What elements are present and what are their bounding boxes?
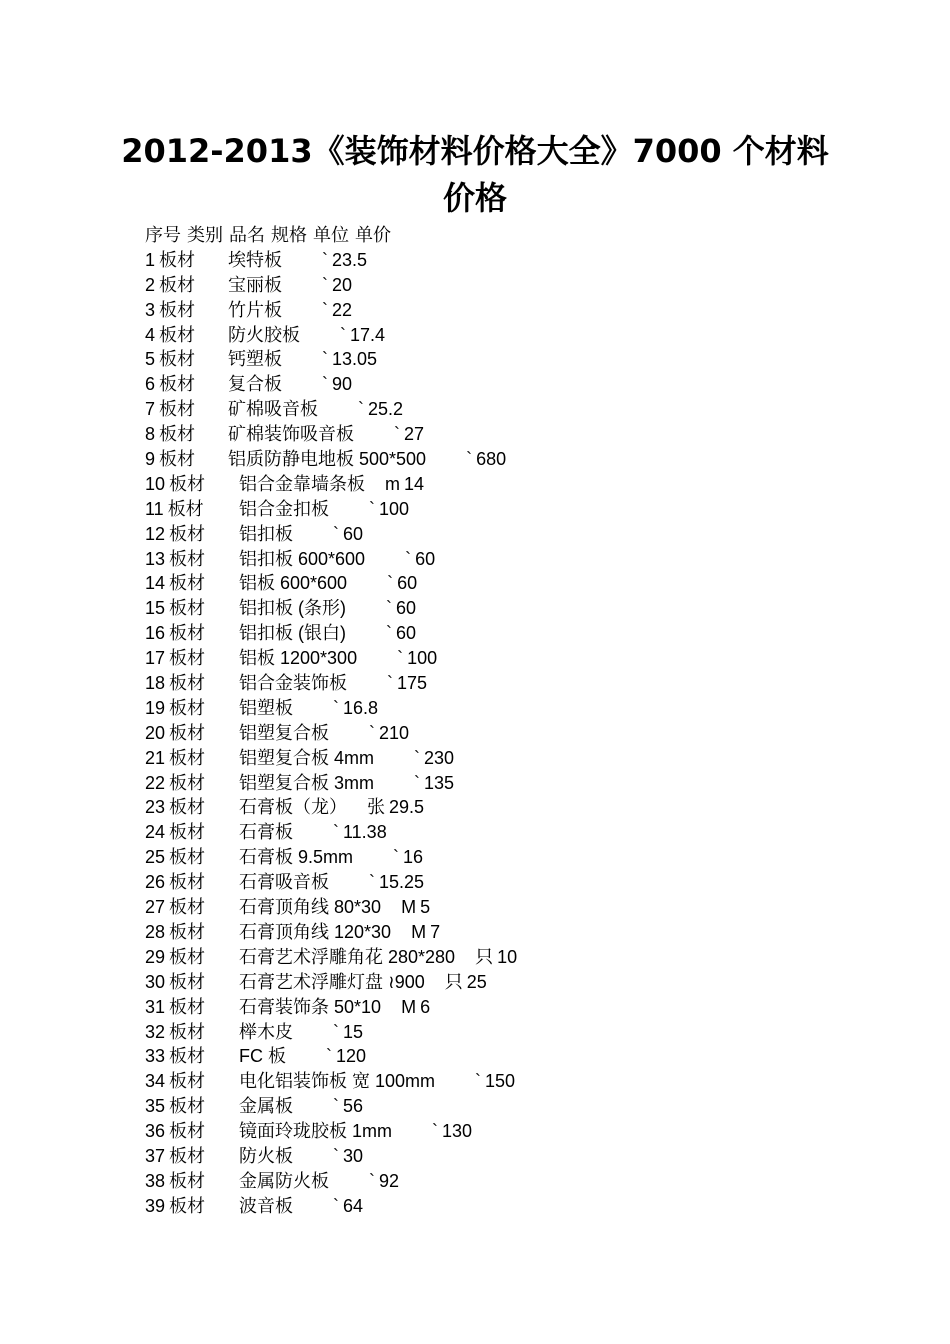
table-row — [145, 372, 905, 397]
row-category: 板材 — [169, 847, 206, 868]
row-item-name: 铝塑复合板 3mm — [239, 772, 374, 793]
row-unit: ` — [322, 274, 328, 295]
row-unit: ` — [322, 349, 328, 370]
row-item-name: 铝合金扣板 — [239, 498, 329, 519]
row-unit: ` — [326, 1046, 332, 1067]
row-price: 15 — [343, 1021, 364, 1042]
row-number: 26 — [145, 872, 166, 893]
row-price: 15.25 — [379, 872, 425, 893]
row-price: 30 — [343, 1145, 364, 1166]
row-category: 板材 — [169, 523, 206, 544]
row-item-name: 铝塑板 — [239, 697, 293, 718]
table-row — [145, 1194, 905, 1219]
row-item-name: 波音板 — [239, 1195, 293, 1216]
row-unit: ` — [394, 424, 400, 445]
table-row — [145, 1069, 905, 1094]
table-row — [145, 323, 905, 348]
row-unit: ` — [333, 822, 339, 843]
row-category: 板材 — [169, 872, 206, 893]
table-row — [145, 422, 905, 447]
row-price: 17.4 — [350, 324, 386, 345]
row-unit: 张 — [367, 797, 385, 818]
row-price: 23.5 — [332, 249, 368, 270]
table-row — [145, 970, 905, 995]
row-number: 10 — [145, 473, 166, 494]
table-row — [145, 571, 905, 596]
row-category: 板材 — [169, 897, 206, 918]
row-price: 150 — [485, 1071, 516, 1092]
row-item-name: FC 板 — [239, 1046, 286, 1067]
row-item-name: 铝板 600*600 — [239, 573, 348, 594]
row-number: 16 — [145, 623, 166, 644]
row-unit: M — [401, 996, 417, 1017]
row-item-name: 铝合金靠墙条板 — [239, 473, 365, 494]
row-item-name: 石膏艺术浮雕灯盘 ≀900 — [239, 971, 425, 992]
row-item-name: 铝质防静电地板 500*500 — [228, 449, 427, 470]
row-item-name: 铝扣板 600*600 — [239, 548, 366, 569]
row-category: 板材 — [169, 971, 206, 992]
row-price: 680 — [476, 449, 507, 470]
table-row — [145, 248, 905, 273]
row-item-name: 石膏板 — [239, 822, 293, 843]
row-item-name: 石膏顶角线 120*30 — [239, 921, 392, 942]
row-item-name: 竹片板 — [228, 299, 282, 320]
row-unit: ` — [369, 1170, 375, 1191]
row-unit: ` — [475, 1071, 482, 1092]
table-row — [145, 1094, 905, 1119]
row-unit: ` — [333, 1096, 339, 1117]
row-category: 板材 — [169, 996, 206, 1017]
table-row — [145, 1169, 905, 1194]
row-unit: ` — [333, 1021, 339, 1042]
row-category: 板材 — [169, 1121, 206, 1142]
row-unit: ` — [432, 1121, 438, 1142]
row-price: 60 — [396, 598, 417, 619]
row-unit: ` — [466, 449, 473, 470]
row-category: 板材 — [169, 573, 206, 594]
row-category: 板材 — [169, 1096, 206, 1117]
row-category: 板材 — [169, 697, 206, 718]
row-unit: ` — [405, 548, 412, 569]
row-price: 60 — [343, 523, 364, 544]
table-row — [145, 820, 905, 845]
row-price: 56 — [343, 1096, 364, 1117]
table-row — [145, 298, 905, 323]
table-row — [145, 472, 905, 497]
row-number: 34 — [145, 1071, 166, 1092]
table-row — [145, 895, 905, 920]
row-unit: ` — [322, 299, 328, 320]
row-unit: ` — [340, 324, 346, 345]
table-row — [145, 721, 905, 746]
row-unit: ` — [414, 772, 420, 793]
row-unit: ` — [386, 598, 392, 619]
row-category: 板材 — [159, 299, 196, 320]
row-number: 31 — [145, 996, 166, 1017]
row-number: 33 — [145, 1046, 166, 1067]
header-row — [145, 223, 905, 248]
row-item-name: 石膏装饰条 50*10 — [239, 996, 382, 1017]
row-number: 11 — [145, 498, 164, 519]
row-item-name: 镜面玲珑胶板 1mm — [239, 1121, 392, 1142]
row-unit: ` — [333, 523, 339, 544]
row-number: 21 — [145, 747, 166, 768]
row-unit: ` — [333, 1145, 339, 1166]
row-category: 板材 — [169, 1071, 206, 1092]
table-row — [145, 621, 905, 646]
row-unit: m — [385, 473, 400, 494]
row-unit: ` — [369, 498, 375, 519]
row-price: 16 — [403, 847, 424, 868]
row-item-name: 铝扣板 (银白) — [239, 623, 346, 644]
table-row — [145, 870, 905, 895]
row-unit: ` — [322, 249, 328, 270]
row-price: 13.05 — [332, 349, 378, 370]
row-unit: ` — [369, 872, 375, 893]
row-item-name: 电化铝装饰板 宽 100mm — [239, 1071, 436, 1092]
row-number: 39 — [145, 1195, 166, 1216]
row-number: 4 — [145, 324, 156, 345]
row-price: 100 — [379, 498, 410, 519]
row-category: 板材 — [159, 374, 196, 395]
row-number: 30 — [145, 971, 166, 992]
row-item-name: 石膏板 9.5mm — [239, 847, 354, 868]
row-price: 64 — [343, 1195, 364, 1216]
row-category: 板材 — [169, 548, 206, 569]
row-number: 5 — [145, 349, 156, 370]
row-category: 板材 — [167, 498, 204, 519]
row-price: 100 — [407, 648, 438, 669]
table-row — [145, 696, 905, 721]
row-category: 板材 — [169, 1170, 206, 1191]
row-category: 板材 — [159, 274, 196, 295]
row-item-name: 铝塑复合板 4mm — [239, 747, 374, 768]
row-item-name: 铝合金装饰板 — [239, 673, 347, 694]
row-unit: ` — [414, 747, 420, 768]
row-item-name: 榉木皮 — [239, 1021, 293, 1042]
row-unit: ` — [397, 648, 404, 669]
table-row — [145, 995, 905, 1020]
row-unit: ` — [387, 573, 394, 594]
row-category: 板材 — [169, 648, 206, 669]
row-price: 6 — [420, 996, 431, 1017]
row-item-name: 铝板 1200*300 — [239, 648, 358, 669]
row-price: 10 — [497, 946, 518, 967]
table-row — [145, 945, 905, 970]
row-number: 37 — [145, 1145, 166, 1166]
row-price: 22 — [332, 299, 353, 320]
row-number: 28 — [145, 921, 166, 942]
row-item-name: 复合板 — [228, 374, 282, 395]
row-price: 60 — [397, 573, 418, 594]
row-number: 7 — [145, 399, 156, 420]
table-row — [145, 671, 905, 696]
row-price: 5 — [420, 897, 431, 918]
row-price: 60 — [396, 623, 417, 644]
table-row — [145, 447, 905, 472]
table-row — [145, 845, 905, 870]
row-unit: M — [401, 897, 417, 918]
row-item-name: 石膏吸音板 — [239, 872, 329, 893]
row-number: 38 — [145, 1170, 166, 1191]
header-category: 类别 — [187, 225, 223, 245]
row-price: 29.5 — [389, 797, 425, 818]
row-price: 11.38 — [343, 822, 387, 843]
row-number: 24 — [145, 822, 166, 843]
row-number: 25 — [145, 847, 166, 868]
row-item-name: 金属板 — [239, 1096, 293, 1117]
row-number: 12 — [145, 523, 166, 544]
row-number: 1 — [145, 249, 156, 270]
row-price: 7 — [430, 921, 441, 942]
header-price: 单价 — [355, 225, 391, 245]
row-category: 板材 — [169, 772, 206, 793]
row-unit: ` — [386, 623, 392, 644]
row-category: 板材 — [159, 449, 196, 470]
row-category: 板材 — [169, 1145, 206, 1166]
row-unit: 只 — [475, 946, 494, 967]
row-item-name: 钙塑板 — [228, 349, 282, 370]
row-number: 36 — [145, 1121, 166, 1142]
table-row — [145, 920, 905, 945]
row-price: 135 — [424, 772, 455, 793]
row-category: 板材 — [169, 797, 206, 818]
table-row — [145, 347, 905, 372]
row-unit: ` — [387, 673, 393, 694]
table-row — [145, 497, 905, 522]
row-unit: 只 — [444, 971, 463, 992]
row-category: 板材 — [169, 473, 206, 494]
row-item-name: 铝扣板 (条形) — [239, 598, 346, 619]
row-number: 19 — [145, 697, 166, 718]
row-price: 14 — [404, 473, 425, 494]
row-number: 18 — [145, 673, 166, 694]
table-row — [145, 522, 905, 547]
row-item-name: 矿棉装饰吸音板 — [228, 424, 354, 445]
row-unit: ` — [358, 399, 364, 420]
row-item-name: 防火板 — [239, 1145, 293, 1166]
row-number: 8 — [145, 424, 156, 445]
row-category: 板材 — [159, 349, 196, 370]
row-category: 板材 — [169, 1195, 206, 1216]
table-row — [145, 1020, 905, 1045]
table-row — [145, 1119, 905, 1144]
row-item-name: 石膏顶角线 80*30 — [239, 897, 382, 918]
row-category: 板材 — [169, 921, 206, 942]
row-number: 14 — [145, 573, 166, 594]
table-row — [145, 646, 905, 671]
row-number: 23 — [145, 797, 166, 818]
row-price: 92 — [379, 1170, 400, 1191]
row-unit: ` — [333, 1195, 339, 1216]
row-price: 120 — [336, 1046, 367, 1067]
row-category: 板材 — [169, 1021, 206, 1042]
row-price: 90 — [332, 374, 353, 395]
row-category: 板材 — [159, 399, 196, 420]
row-number: 22 — [145, 772, 166, 793]
row-number: 9 — [145, 449, 156, 470]
title-line-1: 2012-2013《装饰材料价格大全》7000 个材料 — [121, 132, 829, 170]
row-number: 32 — [145, 1021, 166, 1042]
row-number: 17 — [145, 648, 166, 669]
row-price: 27 — [404, 424, 425, 445]
table-row — [145, 1044, 905, 1069]
row-price: 230 — [424, 747, 455, 768]
row-item-name: 防火胶板 — [228, 324, 300, 345]
table-row — [145, 771, 905, 796]
row-category: 板材 — [169, 623, 206, 644]
table-row — [145, 746, 905, 771]
row-item-name: 石膏艺术浮雕角花 280*280 — [239, 946, 456, 967]
table-row — [145, 273, 905, 298]
row-item-name: 金属防火板 — [239, 1170, 329, 1191]
row-category: 板材 — [169, 673, 206, 694]
row-category: 板材 — [159, 424, 196, 445]
row-item-name: 宝丽板 — [228, 274, 282, 295]
table-row — [145, 596, 905, 621]
row-category: 板材 — [169, 1046, 206, 1067]
row-number: 6 — [145, 374, 156, 395]
row-category: 板材 — [159, 324, 196, 345]
row-category: 板材 — [159, 249, 196, 270]
row-price: 20 — [332, 274, 353, 295]
row-item-name: 铝塑复合板 — [239, 722, 329, 743]
row-unit: ` — [322, 374, 328, 395]
row-number: 29 — [145, 946, 166, 967]
page-title — [110, 128, 840, 222]
row-category: 板材 — [169, 747, 206, 768]
row-number: 3 — [145, 299, 156, 320]
row-price: 175 — [397, 673, 428, 694]
row-price: 25 — [466, 971, 487, 992]
row-number: 20 — [145, 722, 166, 743]
row-item-name: 矿棉吸音板 — [228, 399, 318, 420]
row-item-name: 石膏板（龙） — [239, 797, 347, 818]
header-unit: 单位 — [313, 225, 349, 245]
row-item-name: 埃特板 — [228, 249, 282, 270]
header-no: 序号 — [145, 225, 181, 245]
table-row — [145, 1144, 905, 1169]
row-unit: M — [411, 921, 427, 942]
row-number: 2 — [145, 274, 156, 295]
header-spec: 规格 — [271, 225, 307, 245]
row-unit: ` — [333, 697, 339, 718]
row-price: 25.2 — [368, 399, 404, 420]
row-price: 130 — [442, 1121, 473, 1142]
table-row — [145, 547, 905, 572]
row-price: 16.8 — [343, 697, 379, 718]
header-name: 品名 — [229, 225, 265, 245]
row-category: 板材 — [169, 598, 206, 619]
row-number: 27 — [145, 897, 166, 918]
row-unit: ` — [369, 722, 375, 743]
row-price: 210 — [379, 722, 410, 743]
row-category: 板材 — [169, 946, 206, 967]
table-row — [145, 795, 905, 820]
table-row — [145, 397, 905, 422]
row-unit: ` — [393, 847, 400, 868]
row-number: 15 — [145, 598, 166, 619]
price-list — [145, 223, 905, 1219]
row-number: 13 — [145, 548, 166, 569]
row-category: 板材 — [169, 722, 206, 743]
row-price: 60 — [415, 548, 436, 569]
row-item-name: 铝扣板 — [239, 523, 293, 544]
row-category: 板材 — [169, 822, 206, 843]
title-line-2: 价格 — [442, 179, 507, 217]
row-number: 35 — [145, 1096, 166, 1117]
